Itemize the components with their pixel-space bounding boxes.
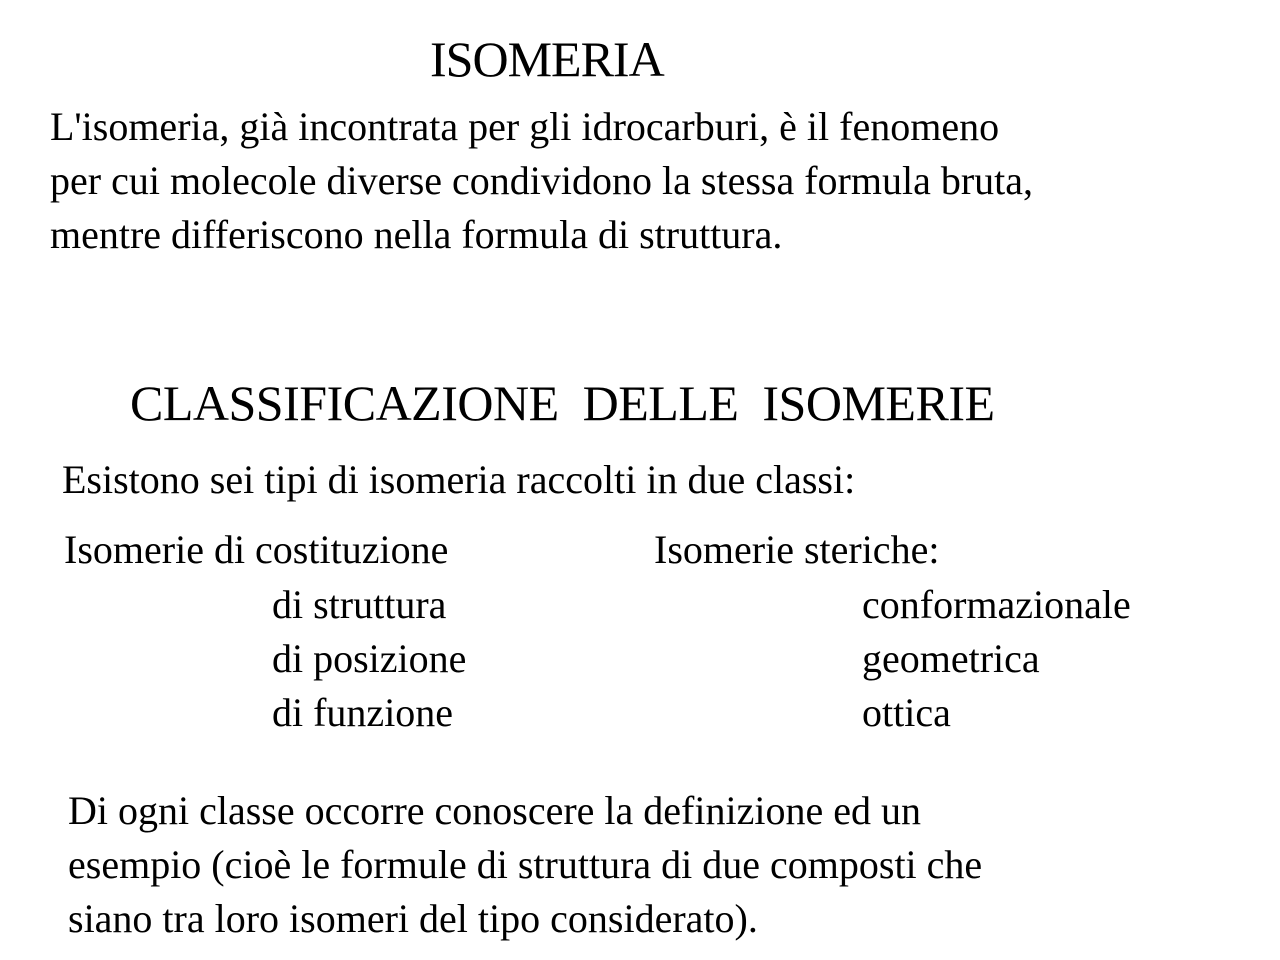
class-type-item: ottica xyxy=(862,690,951,735)
class-type-item: conformazionale xyxy=(862,582,1131,627)
class-type-item: di funzione xyxy=(272,690,454,735)
class-type-item: di posizione xyxy=(272,636,467,681)
footer-line: esempio (cioè le formule di struttura di due composti che xyxy=(68,842,983,887)
class-types-constitutional xyxy=(272,578,466,740)
footer-paragraph xyxy=(68,784,982,946)
class-heading-steric: Isomerie steriche: xyxy=(654,527,940,572)
intro-line: L'isomeria, già incontrata per gli idrocarburi, è il fenomeno xyxy=(50,104,1000,149)
section-title: CLASSIFICAZIONE DELLE ISOMERIE xyxy=(130,375,995,431)
class-type-item: geometrica xyxy=(862,636,1040,681)
intro-line: mentre differiscono nella formula di struttura. xyxy=(50,212,783,257)
intro-paragraph xyxy=(50,100,1033,262)
class-type-item: di struttura xyxy=(272,582,447,627)
footer-line: Di ogni classe occorre conoscere la definizione ed un xyxy=(68,788,921,833)
intro-line: per cui molecole diverse condividono la stessa formula bruta, xyxy=(50,158,1034,203)
page-title: ISOMERIA xyxy=(430,31,664,87)
footer-line: siano tra loro isomeri del tipo considerato). xyxy=(68,896,758,941)
class-heading-constitutional: Isomerie di costituzione xyxy=(64,527,449,572)
class-types-steric xyxy=(862,578,1131,740)
classes-intro: Esistono sei tipi di isomeria raccolti in due classi: xyxy=(62,457,856,502)
